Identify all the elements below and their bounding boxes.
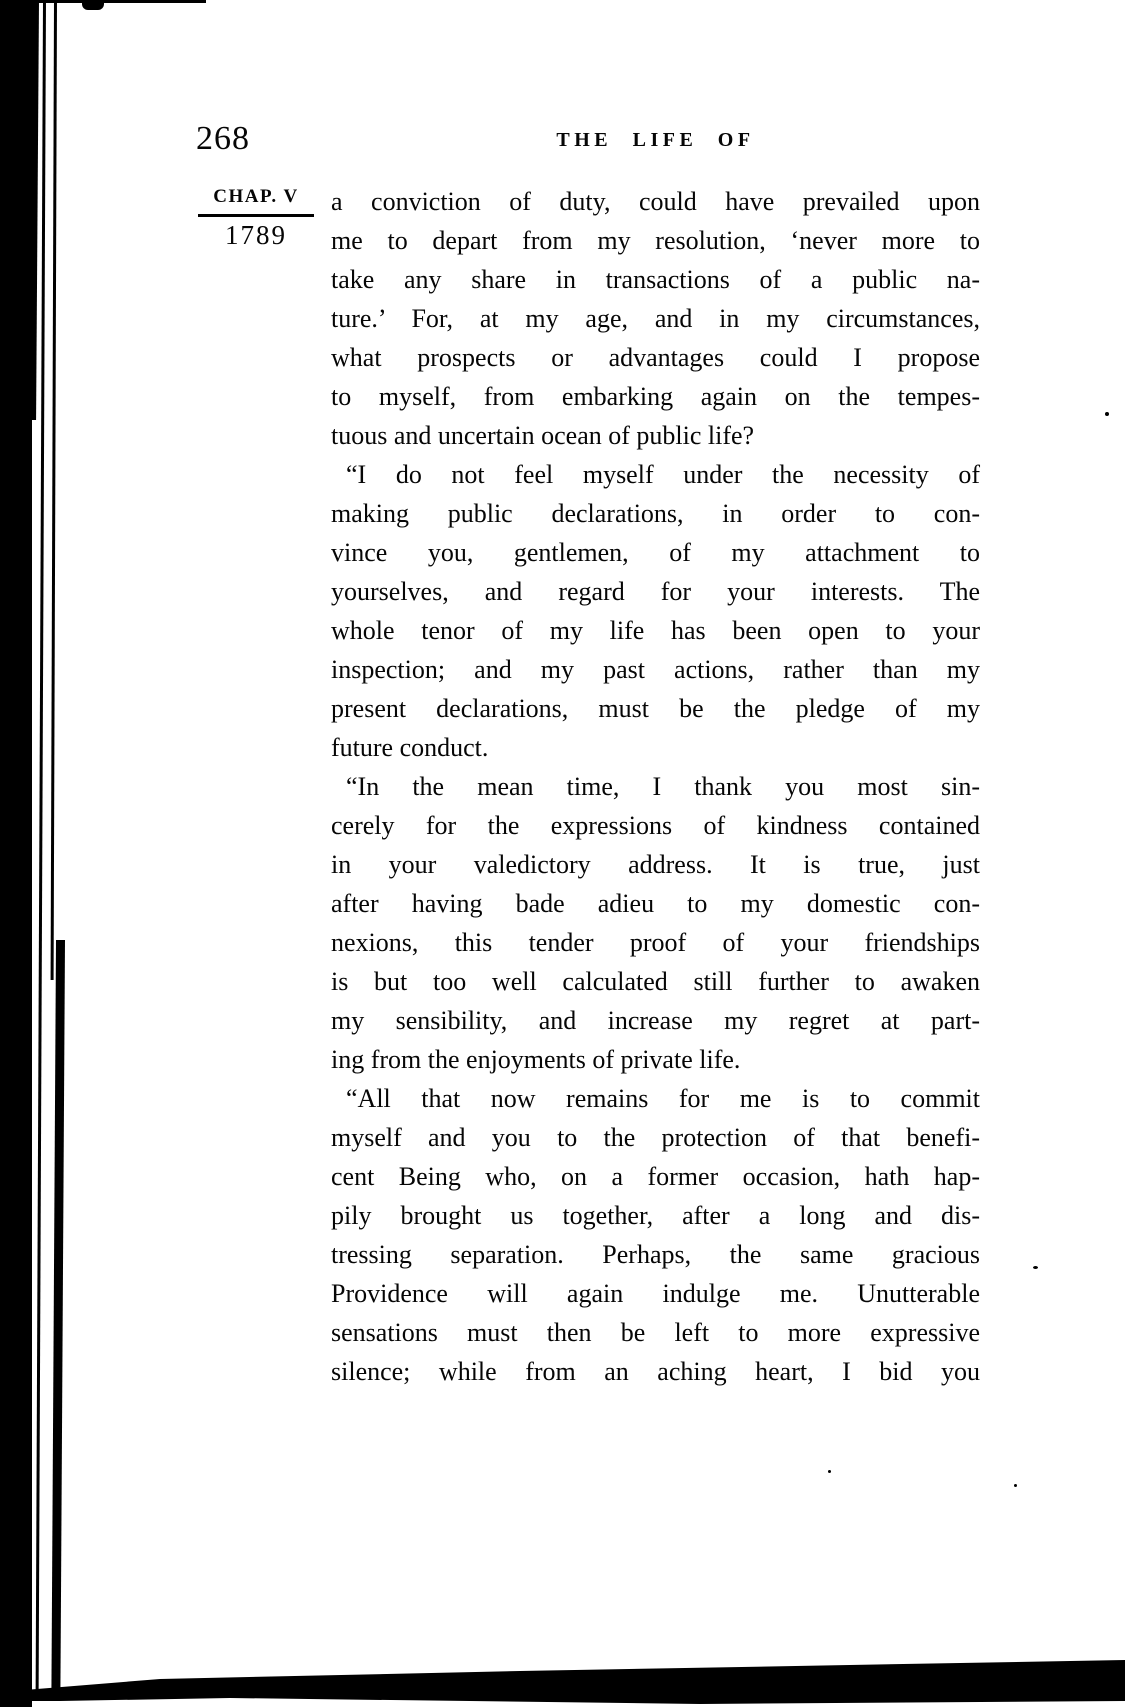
text-line: tuous and uncertain ocean of public life? <box>331 421 755 450</box>
text-line: silence; while from an aching heart, I bid you <box>331 1357 980 1386</box>
text-line: ture.’ For, at my age, and in my circumstances, <box>331 304 980 333</box>
page-number: 268 <box>196 120 250 157</box>
text-line: present declarations, must be the pledge of my <box>331 694 980 723</box>
running-title: THE LIFE OF <box>556 129 755 151</box>
text-line: is but too well calculated still further to awaken <box>331 967 980 996</box>
scan-gutter-shadow-taper <box>27 0 39 420</box>
scan-bottom-edge <box>0 1640 1125 1707</box>
text-line: vince you, gentlemen, of my attachment to <box>331 538 980 567</box>
year-label: 1789 <box>225 220 287 250</box>
text-line: sensations must then be left to more expressive <box>331 1318 980 1347</box>
text-line: a conviction of duty, could have prevailed upon <box>331 187 980 216</box>
text-line: cerely for the expressions of kindness contained <box>331 811 980 840</box>
text-line: future conduct. <box>331 733 489 762</box>
text-line: tressing separation. Perhaps, the same gracious <box>331 1240 980 1269</box>
scan-speck <box>1033 1266 1038 1269</box>
margin-rule <box>198 214 314 217</box>
text-line: yourselves, and regard for your interests. The <box>331 577 980 606</box>
text-line: take any share in transactions of a public na- <box>331 265 980 294</box>
text-line: making public declarations, in order to con- <box>331 499 980 528</box>
text-line: whole tenor of my life has been open to your <box>331 616 980 645</box>
scan-speck <box>828 1470 831 1473</box>
text-line: me to depart from my resolution, ‘never more to <box>331 226 980 255</box>
text-line: myself and you to the protection of that benefi- <box>331 1123 980 1152</box>
text-block <box>331 182 980 1391</box>
text-line: Providence will again indulge me. Unutterable <box>331 1279 980 1308</box>
chapter-label: CHAP. V <box>213 186 299 207</box>
text-line: cent Being who, on a former occasion, hath hap- <box>331 1162 980 1191</box>
text-line: in your valedictory address. It is true, just <box>331 850 980 879</box>
text-line: “In the mean time, I thank you most sin- <box>346 772 980 801</box>
scan-top-edge-blob <box>82 0 104 10</box>
text-line: after having bade adieu to my domestic con- <box>331 889 980 918</box>
text-line: nexions, this tender proof of your friendships <box>331 928 980 957</box>
text-line: inspection; and my past actions, rather than my <box>331 655 980 684</box>
text-line: “I do not feel myself under the necessity of <box>346 460 980 489</box>
scan-page-edge-line <box>51 0 57 980</box>
scan-page-edge-line <box>51 940 65 1692</box>
text-line: ing from the enjoyments of private life. <box>331 1045 741 1074</box>
text-line: pily brought us together, after a long and dis- <box>331 1201 980 1230</box>
scan-gutter-shadow <box>0 0 32 1707</box>
scan-top-edge-line <box>24 0 206 3</box>
margin-note <box>198 186 314 249</box>
text-line: what prospects or advantages could I propose <box>331 343 980 372</box>
text-line: “All that now remains for me is to commit <box>346 1084 980 1113</box>
text-line: to myself, from embarking again on the tempes- <box>331 382 980 411</box>
scan-speck <box>1014 1484 1017 1487</box>
scan-speck <box>1105 412 1109 416</box>
text-line: my sensibility, and increase my regret at part- <box>331 1006 980 1035</box>
